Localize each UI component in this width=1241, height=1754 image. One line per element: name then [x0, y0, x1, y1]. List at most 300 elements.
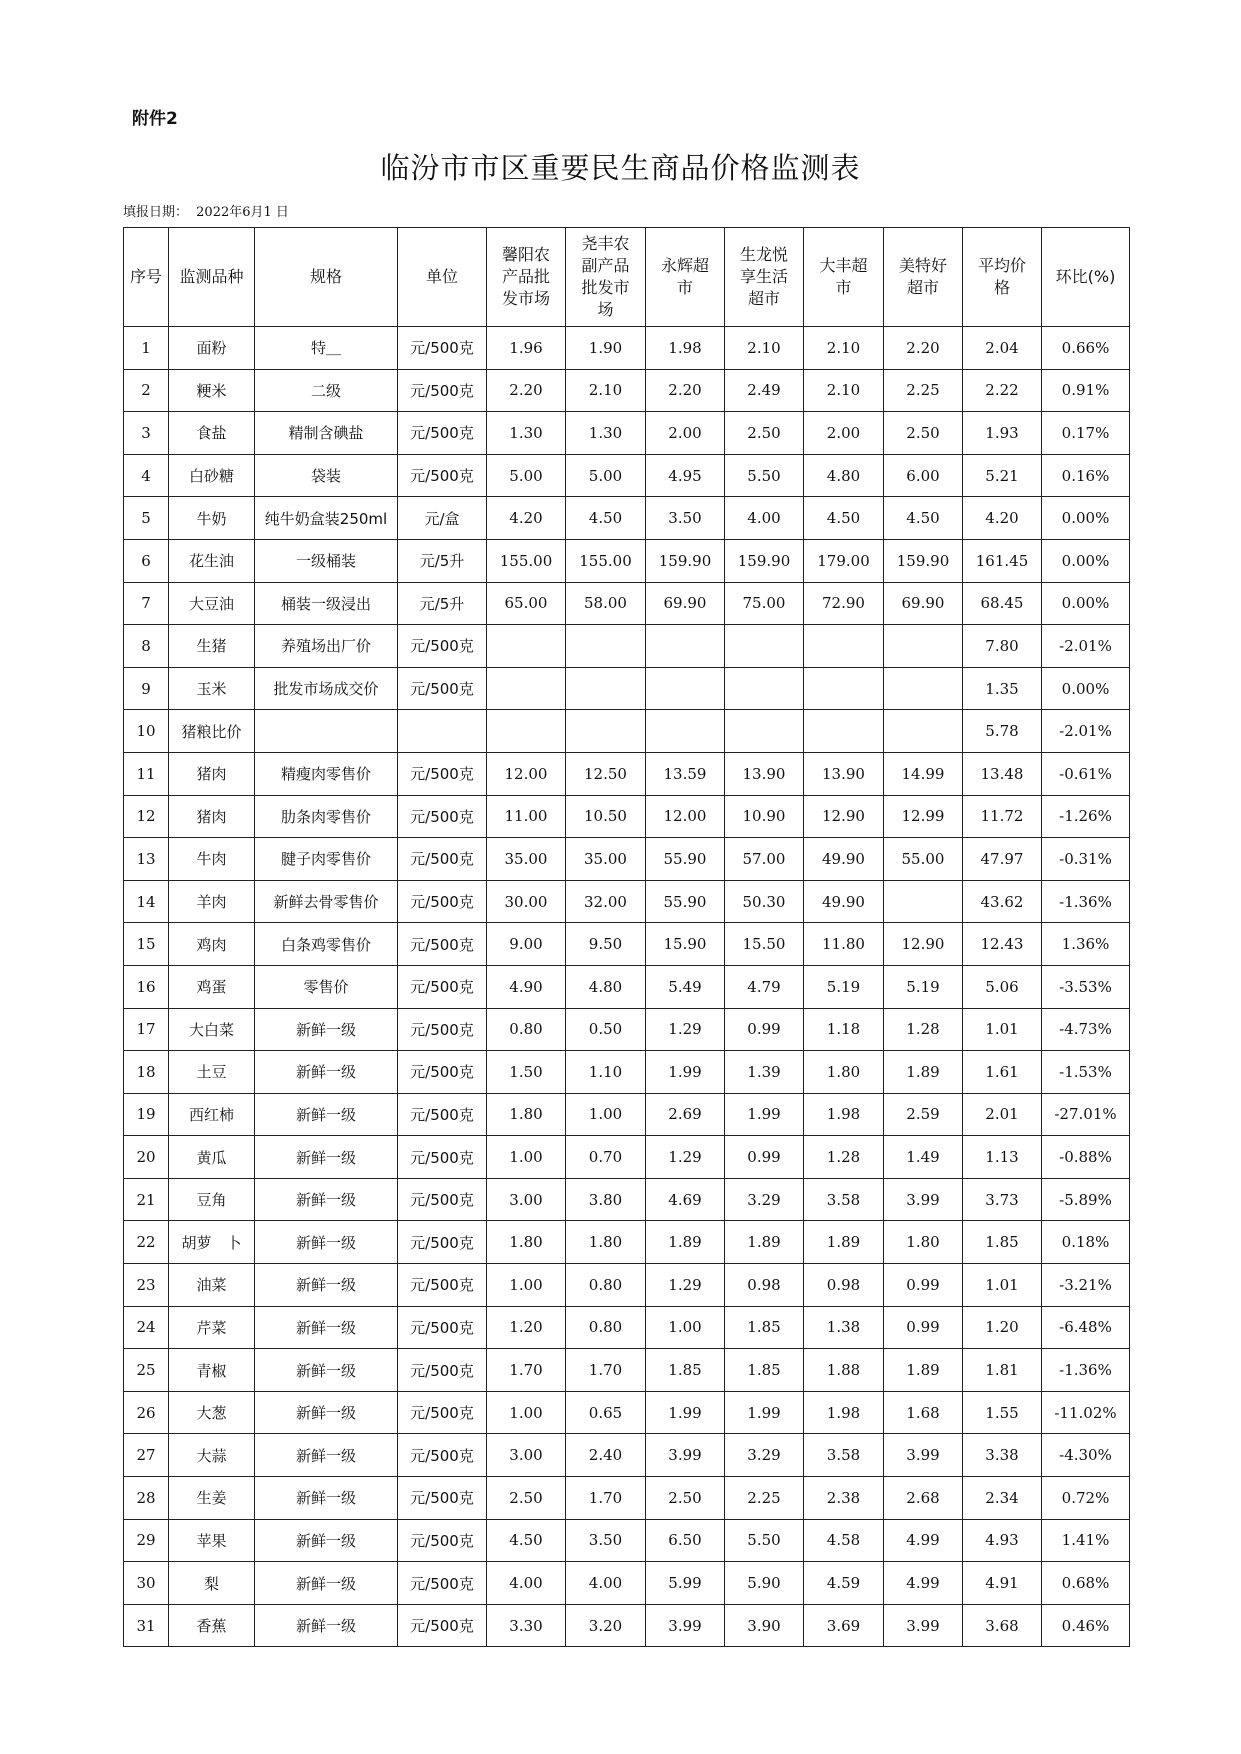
table-cell: 4.50	[884, 497, 963, 540]
table-cell: 2.50	[487, 1477, 566, 1520]
table-cell: 批发市场成交价	[255, 667, 398, 710]
table-cell: 11.72	[963, 795, 1042, 838]
table-cell: 10	[124, 710, 169, 753]
table-cell: 玉米	[169, 667, 255, 710]
table-cell: 0.66%	[1042, 327, 1130, 370]
table-cell: 5.00	[487, 454, 566, 497]
table-cell: 黄瓜	[169, 1136, 255, 1179]
table-cell: 32.00	[566, 880, 646, 923]
table-cell: -11.02%	[1042, 1391, 1130, 1434]
table-cell: 10.50	[566, 795, 646, 838]
table-cell: 3.00	[487, 1434, 566, 1477]
column-header: 尧丰农副产品批发市场	[566, 228, 646, 327]
table-cell: 4.20	[487, 497, 566, 540]
table-cell: -0.31%	[1042, 838, 1130, 881]
table-cell: 10.90	[725, 795, 804, 838]
table-cell: 粳米	[169, 369, 255, 412]
table-cell: 3.80	[566, 1178, 646, 1221]
table-cell	[566, 667, 646, 710]
table-cell: 1.55	[963, 1391, 1042, 1434]
attachment-label: 附件2	[132, 109, 178, 129]
column-header: 环比(%)	[1042, 228, 1130, 327]
table-cell: 大蒜	[169, 1434, 255, 1477]
table-cell: 0.00%	[1042, 582, 1130, 625]
table-cell: 1.39	[725, 1051, 804, 1094]
table-cell: 5.49	[646, 965, 725, 1008]
table-cell: 生猪	[169, 625, 255, 668]
table-cell: 元/盒	[398, 497, 487, 540]
table-cell: 26	[124, 1391, 169, 1434]
table-cell: 一级桶装	[255, 539, 398, 582]
table-cell	[646, 625, 725, 668]
table-cell: 大豆油	[169, 582, 255, 625]
table-cell: 1.70	[566, 1349, 646, 1392]
table-cell: 1.01	[963, 1008, 1042, 1051]
table-cell: 69.90	[884, 582, 963, 625]
table-row	[124, 1093, 1130, 1136]
table-cell: 新鲜一级	[255, 1349, 398, 1392]
table-cell: 3.00	[487, 1178, 566, 1221]
table-cell	[804, 667, 884, 710]
table-cell: 65.00	[487, 582, 566, 625]
table-cell: 0.65	[566, 1391, 646, 1434]
table-cell: 4.79	[725, 965, 804, 1008]
table-cell: 3.90	[725, 1604, 804, 1647]
table-cell: 0.91%	[1042, 369, 1130, 412]
table-cell: 3.99	[884, 1434, 963, 1477]
column-header: 馨阳农产品批发市场	[487, 228, 566, 327]
table-cell: 1.80	[487, 1093, 566, 1136]
table-cell: 牛奶	[169, 497, 255, 540]
table-cell: 1.89	[884, 1349, 963, 1392]
table-cell: 1.70	[566, 1477, 646, 1520]
table-cell: 159.90	[884, 539, 963, 582]
table-cell: 0.99	[884, 1264, 963, 1307]
table-row	[124, 1051, 1130, 1094]
column-header: 美特好超市	[884, 228, 963, 327]
table-row	[124, 1562, 1130, 1605]
table-cell: 12.50	[566, 752, 646, 795]
table-cell: 面粉	[169, 327, 255, 370]
table-cell: 4.80	[566, 965, 646, 1008]
table-cell: 花生油	[169, 539, 255, 582]
table-cell: 1.89	[646, 1221, 725, 1264]
table-cell: 4.20	[963, 497, 1042, 540]
table-cell: 元/500克	[398, 1391, 487, 1434]
table-cell: 15.90	[646, 923, 725, 966]
table-cell: 5.99	[646, 1562, 725, 1605]
table-row	[124, 923, 1130, 966]
table-cell: 元/500克	[398, 1136, 487, 1179]
table-cell: 55.90	[646, 880, 725, 923]
table-cell: 0.46%	[1042, 1604, 1130, 1647]
table-cell: 2.68	[884, 1477, 963, 1520]
table-cell: 油菜	[169, 1264, 255, 1307]
table-row	[124, 412, 1130, 455]
table-cell: 猪粮比价	[169, 710, 255, 753]
table-cell: 43.62	[963, 880, 1042, 923]
table-cell: 白砂糖	[169, 454, 255, 497]
table-cell: 1.36%	[1042, 923, 1130, 966]
table-cell	[725, 625, 804, 668]
table-cell: 1.68	[884, 1391, 963, 1434]
table-cell: 猪肉	[169, 752, 255, 795]
table-cell: 1.10	[566, 1051, 646, 1094]
date-label: 填报日期：	[123, 205, 189, 220]
table-cell: 元/500克	[398, 369, 487, 412]
table-cell: 1.89	[884, 1051, 963, 1094]
table-cell: 3.99	[646, 1434, 725, 1477]
table-cell: 5.78	[963, 710, 1042, 753]
table-cell: 元/500克	[398, 1562, 487, 1605]
table-cell: 2.25	[725, 1477, 804, 1520]
table-cell: 1.70	[487, 1349, 566, 1392]
table-cell: 4	[124, 454, 169, 497]
table-cell: 12	[124, 795, 169, 838]
table-cell: 3.38	[963, 1434, 1042, 1477]
table-cell: 12.00	[487, 752, 566, 795]
table-cell: 2.00	[646, 412, 725, 455]
table-cell: 3.30	[487, 1604, 566, 1647]
table-cell: 1.99	[646, 1391, 725, 1434]
table-cell: 18	[124, 1051, 169, 1094]
table-cell: 元/500克	[398, 1178, 487, 1221]
table-cell: 1.20	[487, 1306, 566, 1349]
table-cell: 1.80	[804, 1051, 884, 1094]
table-cell: 4.00	[566, 1562, 646, 1605]
table-cell: 1.89	[804, 1221, 884, 1264]
table-cell	[566, 710, 646, 753]
table-cell: -3.53%	[1042, 965, 1130, 1008]
table-cell: 2.25	[884, 369, 963, 412]
table-cell: -0.61%	[1042, 752, 1130, 795]
table-cell: 6.50	[646, 1519, 725, 1562]
table-cell: 4.90	[487, 965, 566, 1008]
table-cell: 1.99	[725, 1093, 804, 1136]
table-cell: 1.93	[963, 412, 1042, 455]
table-cell: 22	[124, 1221, 169, 1264]
table-cell	[566, 625, 646, 668]
table-cell: 57.00	[725, 838, 804, 881]
price-table	[123, 227, 1130, 1647]
table-cell: 新鲜一级	[255, 1477, 398, 1520]
table-cell	[804, 625, 884, 668]
table-cell: 0.16%	[1042, 454, 1130, 497]
table-cell: 元/500克	[398, 327, 487, 370]
table-cell: 11.00	[487, 795, 566, 838]
table-cell: 68.45	[963, 582, 1042, 625]
table-cell: 9.00	[487, 923, 566, 966]
table-cell: 1.85	[646, 1349, 725, 1392]
table-cell: 13.59	[646, 752, 725, 795]
table-cell: 元/500克	[398, 1306, 487, 1349]
table-cell: 鸡蛋	[169, 965, 255, 1008]
table-row	[124, 667, 1130, 710]
table-row	[124, 582, 1130, 625]
table-cell: 55.00	[884, 838, 963, 881]
table-cell: 新鲜去骨零售价	[255, 880, 398, 923]
table-row	[124, 710, 1130, 753]
table-cell	[398, 710, 487, 753]
table-cell: 12.99	[884, 795, 963, 838]
table-cell: 新鲜一级	[255, 1051, 398, 1094]
table-cell: 4.50	[804, 497, 884, 540]
table-row	[124, 497, 1130, 540]
table-cell: 元/500克	[398, 923, 487, 966]
table-cell: 6	[124, 539, 169, 582]
table-cell: 新鲜一级	[255, 1306, 398, 1349]
table-cell: 元/500克	[398, 412, 487, 455]
table-cell: 2.59	[884, 1093, 963, 1136]
date-value: 2022年6月1 日	[196, 205, 289, 220]
table-cell: 元/500克	[398, 1264, 487, 1307]
table-cell: 1.01	[963, 1264, 1042, 1307]
table-cell: 13.90	[725, 752, 804, 795]
table-cell: 4.59	[804, 1562, 884, 1605]
table-cell: -5.89%	[1042, 1178, 1130, 1221]
table-cell: 35.00	[487, 838, 566, 881]
table-cell: 0.99	[884, 1306, 963, 1349]
table-cell: 20	[124, 1136, 169, 1179]
table-cell: 袋装	[255, 454, 398, 497]
table-cell: 3.69	[804, 1604, 884, 1647]
table-cell: 1.00	[487, 1264, 566, 1307]
table-cell: 3.99	[884, 1604, 963, 1647]
table-cell: 青椒	[169, 1349, 255, 1392]
table-row	[124, 1434, 1130, 1477]
table-cell: 12.90	[884, 923, 963, 966]
table-cell: -0.88%	[1042, 1136, 1130, 1179]
table-cell	[884, 880, 963, 923]
table-cell: 元/5升	[398, 539, 487, 582]
table-cell: 2.10	[804, 327, 884, 370]
table-row	[124, 327, 1130, 370]
table-cell: 16	[124, 965, 169, 1008]
table-cell: 1.88	[804, 1349, 884, 1392]
column-header: 单位	[398, 228, 487, 327]
table-cell: 13	[124, 838, 169, 881]
table-cell: 5.06	[963, 965, 1042, 1008]
table-cell: 5.19	[884, 965, 963, 1008]
table-cell	[255, 710, 398, 753]
column-header: 监测品种	[169, 228, 255, 327]
table-cell: 大葱	[169, 1391, 255, 1434]
table-cell: 新鲜一级	[255, 1562, 398, 1605]
column-header: 序号	[124, 228, 169, 327]
table-cell: 2.04	[963, 327, 1042, 370]
table-cell: 新鲜一级	[255, 1604, 398, 1647]
table-cell: 11	[124, 752, 169, 795]
table-cell: 鸡肉	[169, 923, 255, 966]
table-cell: 1.20	[963, 1306, 1042, 1349]
page-title: 临汾市市区重要民生商品价格监测表	[380, 151, 861, 185]
table-row	[124, 539, 1130, 582]
column-header: 大丰超市	[804, 228, 884, 327]
table-cell: 食盐	[169, 412, 255, 455]
table-cell: 2.00	[804, 412, 884, 455]
table-cell: 2.01	[963, 1093, 1042, 1136]
table-cell: 1.96	[487, 327, 566, 370]
column-header: 规格	[255, 228, 398, 327]
table-row	[124, 1477, 1130, 1520]
table-cell: 肋条肉零售价	[255, 795, 398, 838]
table-cell: 1.89	[725, 1221, 804, 1264]
table-cell: 新鲜一级	[255, 1519, 398, 1562]
table-cell: 4.95	[646, 454, 725, 497]
table-cell: 3	[124, 412, 169, 455]
table-cell: 155.00	[487, 539, 566, 582]
table-cell: 24	[124, 1306, 169, 1349]
table-cell: 1.80	[884, 1221, 963, 1264]
table-cell: 1.13	[963, 1136, 1042, 1179]
table-cell: 2.22	[963, 369, 1042, 412]
table-cell: 2.20	[487, 369, 566, 412]
table-cell: 0.72%	[1042, 1477, 1130, 1520]
table-cell: 1.30	[487, 412, 566, 455]
table-cell: -1.36%	[1042, 1349, 1130, 1392]
table-cell: 1.28	[804, 1136, 884, 1179]
table-cell	[646, 710, 725, 753]
table-cell: 49.90	[804, 880, 884, 923]
table-cell: 元/500克	[398, 1221, 487, 1264]
table-cell: -1.53%	[1042, 1051, 1130, 1094]
table-cell: 0.80	[566, 1264, 646, 1307]
table-cell	[487, 667, 566, 710]
table-row	[124, 1178, 1130, 1221]
table-cell: 159.90	[725, 539, 804, 582]
table-cell	[646, 667, 725, 710]
table-cell: 30	[124, 1562, 169, 1605]
table-body	[124, 327, 1130, 1647]
table-cell: 3.29	[725, 1434, 804, 1477]
table-cell: 元/500克	[398, 795, 487, 838]
table-cell: 1.85	[725, 1306, 804, 1349]
table-cell: 1.85	[963, 1221, 1042, 1264]
table-cell: 0.00%	[1042, 497, 1130, 540]
table-cell	[725, 667, 804, 710]
table-cell: 5.50	[725, 1519, 804, 1562]
table-cell: 2.38	[804, 1477, 884, 1520]
table-cell: 3.99	[646, 1604, 725, 1647]
table-cell: 1.00	[566, 1093, 646, 1136]
table-cell: 31	[124, 1604, 169, 1647]
table-cell	[725, 710, 804, 753]
table-cell: 21	[124, 1178, 169, 1221]
table-cell: 元/500克	[398, 838, 487, 881]
table-cell: 2.49	[725, 369, 804, 412]
table-cell: 3.58	[804, 1178, 884, 1221]
table-cell: 2.40	[566, 1434, 646, 1477]
table-cell: 2.50	[725, 412, 804, 455]
table-cell: 新鲜一级	[255, 1434, 398, 1477]
table-cell: 0.70	[566, 1136, 646, 1179]
table-cell: 9	[124, 667, 169, 710]
table-cell: 28	[124, 1477, 169, 1520]
table-cell: 胡萝 卜	[169, 1221, 255, 1264]
table-cell: 25	[124, 1349, 169, 1392]
table-cell: 14	[124, 880, 169, 923]
table-row	[124, 1391, 1130, 1434]
table-cell: 4.50	[566, 497, 646, 540]
table-cell: 5.50	[725, 454, 804, 497]
table-cell: 4.91	[963, 1562, 1042, 1605]
table-cell: 3.73	[963, 1178, 1042, 1221]
table-cell: 元/500克	[398, 880, 487, 923]
table-cell: 15	[124, 923, 169, 966]
table-cell: 香蕉	[169, 1604, 255, 1647]
table-cell: 0.99	[725, 1008, 804, 1051]
table-cell: 35.00	[566, 838, 646, 881]
table-cell: 1.29	[646, 1008, 725, 1051]
table-cell: 1.81	[963, 1349, 1042, 1392]
table-cell: 2.10	[804, 369, 884, 412]
table-row	[124, 625, 1130, 668]
table-cell: 新鲜一级	[255, 1391, 398, 1434]
table-cell: 4.00	[725, 497, 804, 540]
table-cell	[884, 625, 963, 668]
table-cell: 1.98	[646, 327, 725, 370]
table-cell: 7.80	[963, 625, 1042, 668]
table-cell: 15.50	[725, 923, 804, 966]
table-cell: 2.34	[963, 1477, 1042, 1520]
table-cell: 1	[124, 327, 169, 370]
column-header: 平均价格	[963, 228, 1042, 327]
table-row	[124, 752, 1130, 795]
table-cell: 1.30	[566, 412, 646, 455]
table-row	[124, 1136, 1130, 1179]
table-cell: 155.00	[566, 539, 646, 582]
table-cell: 2.50	[646, 1477, 725, 1520]
table-row	[124, 1264, 1130, 1307]
table-cell: 19	[124, 1093, 169, 1136]
table-cell: 5.21	[963, 454, 1042, 497]
table-cell: 苹果	[169, 1519, 255, 1562]
table-cell	[487, 625, 566, 668]
table-cell: 14.99	[884, 752, 963, 795]
table-row	[124, 1519, 1130, 1562]
table-cell: 2.50	[884, 412, 963, 455]
table-row	[124, 1306, 1130, 1349]
table-cell: 2.10	[725, 327, 804, 370]
table-cell: 元/500克	[398, 1519, 487, 1562]
table-cell: 1.29	[646, 1136, 725, 1179]
table-cell: 3.99	[884, 1178, 963, 1221]
table-cell: 13.90	[804, 752, 884, 795]
table-cell: 1.41%	[1042, 1519, 1130, 1562]
table-cell: 0.50	[566, 1008, 646, 1051]
table-cell: 4.50	[487, 1519, 566, 1562]
table-cell: 元/500克	[398, 752, 487, 795]
table-cell: 1.35	[963, 667, 1042, 710]
table-row	[124, 369, 1130, 412]
table-cell: 2.20	[884, 327, 963, 370]
table-cell: 72.90	[804, 582, 884, 625]
table-cell: 1.98	[804, 1391, 884, 1434]
table-cell: 羊肉	[169, 880, 255, 923]
table-cell: 5.90	[725, 1562, 804, 1605]
table-cell: 梨	[169, 1562, 255, 1605]
table-cell: 2.10	[566, 369, 646, 412]
table-cell: 1.38	[804, 1306, 884, 1349]
table-cell: 1.80	[487, 1221, 566, 1264]
table-cell: 1.28	[884, 1008, 963, 1051]
table-cell: 0.00%	[1042, 539, 1130, 582]
table-cell: 腱子肉零售价	[255, 838, 398, 881]
table-cell: 5	[124, 497, 169, 540]
table-cell: 0.80	[487, 1008, 566, 1051]
table-cell: 1.50	[487, 1051, 566, 1094]
table-cell: 1.00	[487, 1136, 566, 1179]
